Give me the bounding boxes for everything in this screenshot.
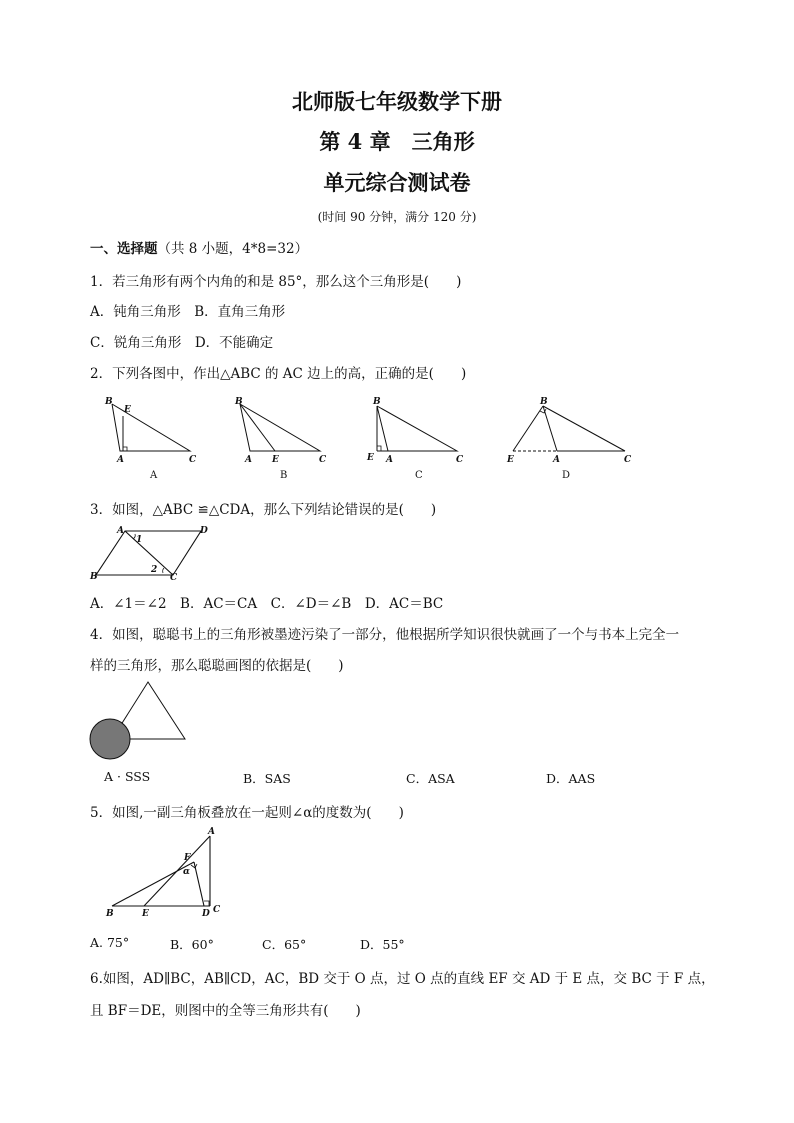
- q5-figure: [100, 826, 230, 922]
- q2b-label-a: A: [245, 455, 252, 465]
- title-line-3: 单元综合测试卷: [323, 170, 471, 195]
- q3-label-d: D: [200, 526, 208, 536]
- q2a-label-a: A: [117, 455, 124, 465]
- q2a-label-e: E: [124, 405, 131, 415]
- q5-label-f: F: [184, 853, 191, 863]
- q5-label-b: B: [106, 909, 114, 919]
- q3-label-angle2: 2: [151, 565, 158, 575]
- q1-options-row2: C．锐角三角形 D．不能确定: [90, 335, 274, 351]
- q2d-label-e: E: [507, 455, 514, 465]
- q2b-label-b: B: [235, 397, 243, 407]
- q1-stem: 1．若三角形有两个内角的和是 85°，那么这个三角形是( ): [90, 274, 462, 290]
- q2-figure-c: [366, 397, 464, 481]
- q5-label-e: E: [142, 909, 149, 919]
- q2c-label-c: C: [456, 455, 464, 465]
- q3-figure: [88, 522, 218, 584]
- q4-option-c: C．ASA: [406, 771, 455, 786]
- q3-label-angle1: 1: [136, 535, 143, 545]
- q2-stem: 2．下列各图中，作出△ABC 的 AC 边上的高，正确的是( ): [90, 366, 467, 382]
- q3-stem: 3．如图，△ABC ≌△CDA，那么下列结论错误的是( ): [90, 502, 437, 518]
- title-line-1: 北师版七年级数学下册: [292, 89, 502, 114]
- q4-option-a: A · SSS: [104, 769, 151, 784]
- q3-label-c: C: [170, 573, 178, 583]
- q2-figure-b: [234, 397, 327, 481]
- q2a-caption: A: [150, 470, 158, 481]
- q3-options: A．∠1＝∠2 B．AC＝CA C．∠D＝∠B D．AC＝BC: [90, 596, 444, 612]
- q2a-label-b: B: [105, 397, 113, 407]
- q4-option-b: B．SAS: [243, 771, 291, 786]
- q2c-label-e: E: [367, 453, 374, 463]
- q5-option-d: D．55°: [360, 937, 405, 952]
- q6-stem-line1: 6.如图，AD∥BC，AB∥CD，AC，BD 交于 O 点，过 O 点的直线 EF 交 AD 于 E 点，交 BC 于 F 点，: [90, 971, 715, 987]
- q2d-label-a: A: [553, 455, 560, 465]
- q2d-label-c: C: [624, 455, 632, 465]
- exam-time-note: (时间 90 分钟，满分 120 分): [317, 210, 477, 224]
- q1-options-row1: A．钝角三角形 B．直角三角形: [90, 304, 286, 320]
- q2d-label-b: B: [540, 397, 548, 407]
- q5-option-a: A. 75°: [90, 935, 130, 950]
- q2-figures: [95, 392, 655, 484]
- q4-figure: [88, 678, 192, 762]
- q4-stem-line1: 4．如图，聪聪书上的三角形被墨迹污染了一部分，他根据所学知识很快就画了一个与书本上完全一: [90, 627, 680, 643]
- q3-label-b: B: [90, 572, 98, 582]
- q3-label-a: A: [117, 526, 124, 536]
- q2b-label-c: C: [319, 455, 327, 465]
- q5-option-b: B．60°: [170, 937, 214, 952]
- q5-label-alpha: α: [183, 867, 190, 877]
- q2d-caption: D: [562, 470, 571, 481]
- q5-label-c: C: [213, 905, 221, 915]
- q4-option-d: D．AAS: [546, 771, 596, 786]
- q5-stem: 5．如图,一副三角板叠放在一起则∠α的度数为( ): [90, 805, 404, 821]
- q5-option-c: C．65°: [262, 937, 307, 952]
- q2c-label-b: B: [373, 397, 381, 407]
- title-line-2: 第 4 章 三角形: [319, 129, 475, 154]
- q6-stem-line2: 且 BF＝DE，则图中的全等三角形共有( ): [90, 1003, 361, 1019]
- q5-label-d: D: [202, 909, 210, 919]
- q2-figure-d: [506, 397, 632, 481]
- q2a-label-c: C: [189, 455, 197, 465]
- q2-figure-a: [104, 397, 197, 481]
- section-heading-detail: （共 8 小题，4*8=32）: [157, 241, 309, 257]
- section-heading: [90, 237, 308, 257]
- q5-label-a: A: [208, 827, 215, 837]
- q2b-caption: B: [280, 470, 288, 481]
- q2b-label-e: E: [272, 455, 279, 465]
- q4-stem-line2: 样的三角形，那么聪聪画图的依据是( ): [90, 658, 344, 674]
- q2c-label-a: A: [386, 455, 393, 465]
- q2c-caption: C: [415, 470, 423, 481]
- ink-blot: [90, 719, 130, 759]
- section-heading-label: 一、选择题: [90, 241, 158, 257]
